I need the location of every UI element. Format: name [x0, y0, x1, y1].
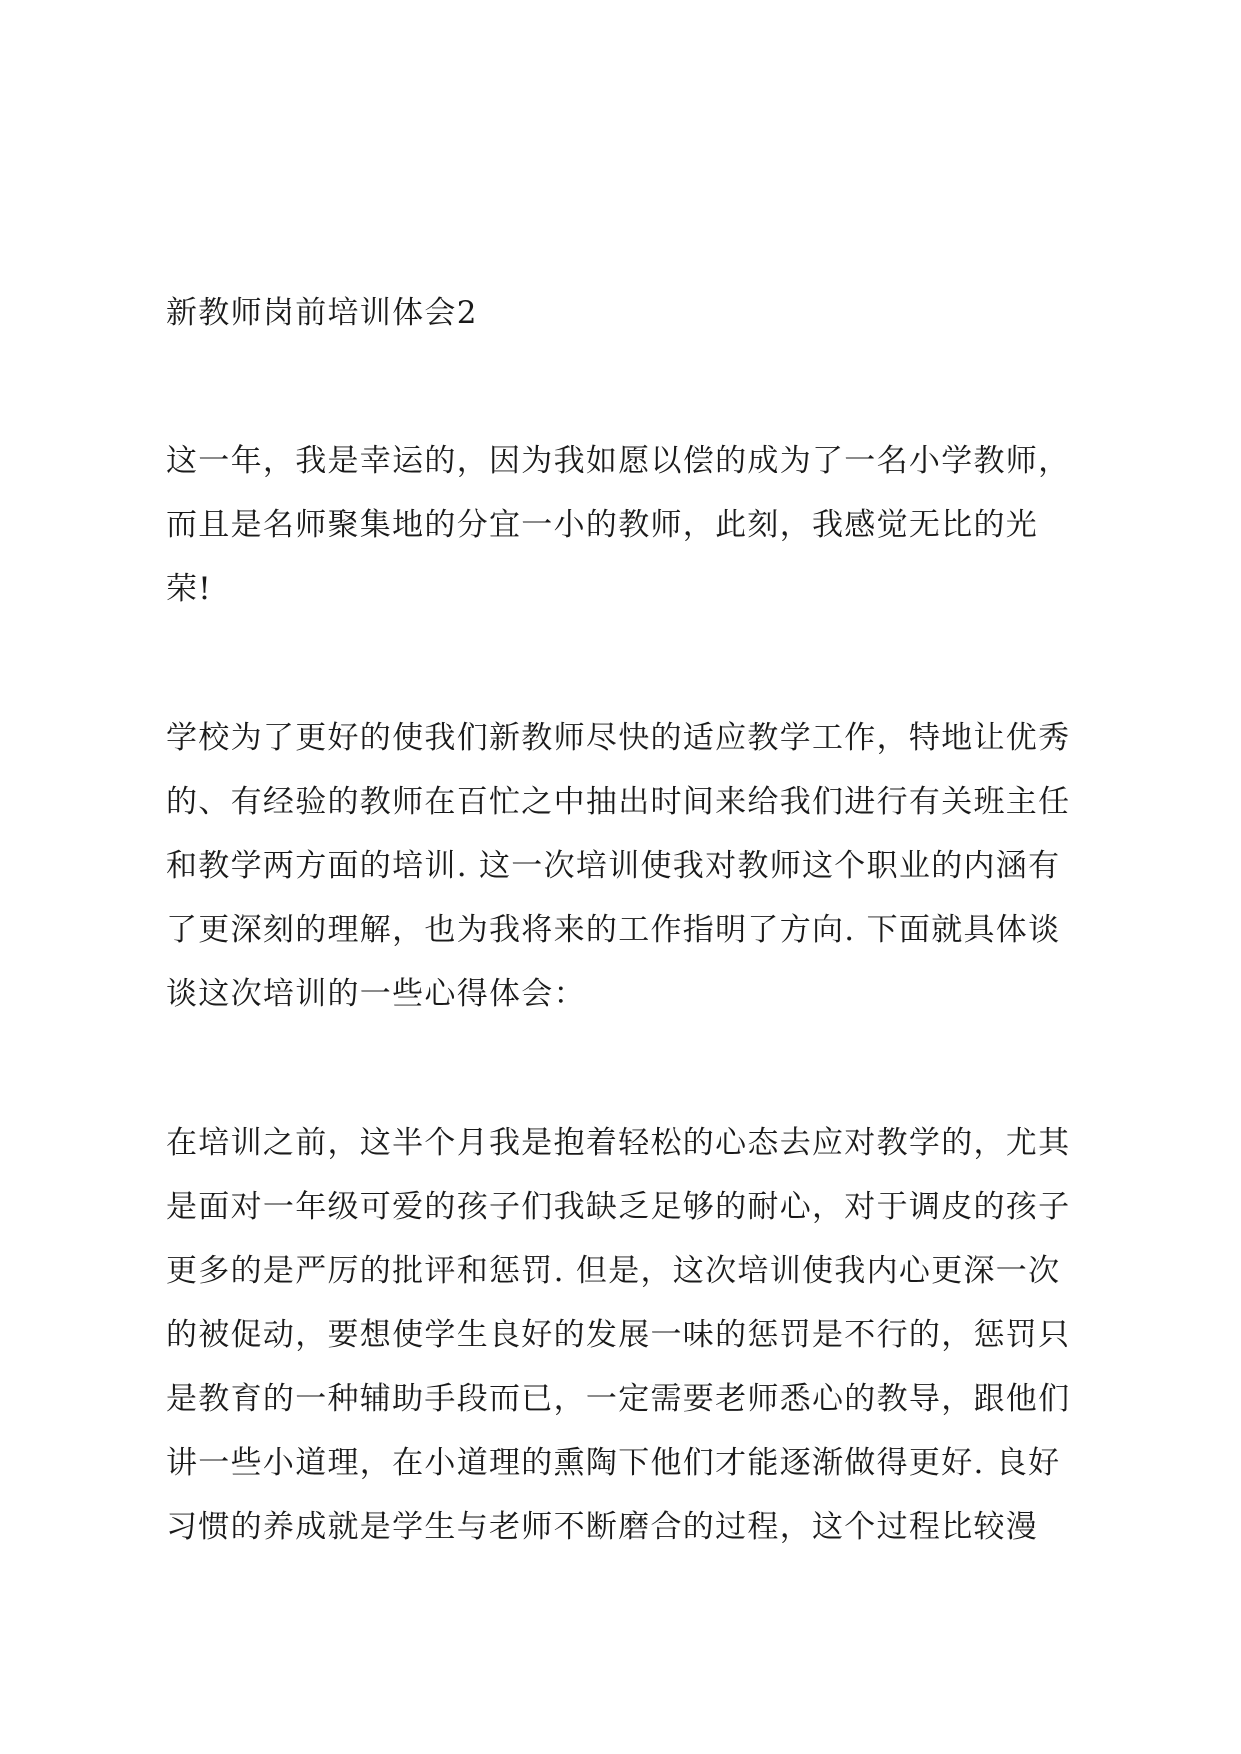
text-line: 的、有经验的教师在百忙之中抽出时间来给我们进行有关班主任 — [166, 784, 1071, 820]
text-line: 是教育的一种辅助手段而已，一定需要老师悉心的教导，跟他们 — [166, 1381, 1071, 1417]
text-line: 的被促动，要想使学生良好的发展一味的惩罚是不行的，惩罚只 — [166, 1317, 1071, 1353]
text-line: 讲一些小道理，在小道理的熏陶下他们才能逐渐做得更好. 良好 — [166, 1445, 1061, 1481]
text-line: 是面对一年级可爱的孩子们我缺乏足够的耐心，对于调皮的孩子 — [166, 1189, 1071, 1225]
text-line: 在培训之前，这半个月我是抱着轻松的心态去应对教学的，尤其 — [166, 1125, 1071, 1161]
text-line: 了更深刻的理解，也为我将来的工作指明了方向. 下面就具体谈 — [166, 912, 1061, 948]
text-line: 这一年，我是幸运的，因为我如愿以偿的成为了一名小学教师， — [166, 443, 1071, 479]
document-body — [166, 292, 1096, 1559]
text-line: 荣! — [166, 571, 213, 607]
paragraph-1 — [166, 429, 1096, 621]
text-line: 习惯的养成就是学生与老师不断磨合的过程，这个过程比较漫 — [166, 1509, 1039, 1545]
text-line: 更多的是严厉的批评和惩罚. 但是，这次培训使我内心更深一次 — [166, 1253, 1061, 1289]
text-line: 谈这次培训的一些心得体会： — [166, 976, 586, 1012]
text-line: 而且是名师聚集地的分宜一小的教师，此刻，我感觉无比的光 — [166, 507, 1039, 543]
paragraph-2 — [166, 706, 1096, 1026]
text-line: 和教学两方面的培训. 这一次培训使我对教师这个职业的内涵有 — [166, 848, 1061, 884]
text-line: 学校为了更好的使我们新教师尽快的适应教学工作，特地让优秀 — [166, 720, 1071, 756]
document-title: 新教师岗前培训体会2 — [166, 295, 478, 331]
paragraph-3 — [166, 1111, 1096, 1559]
